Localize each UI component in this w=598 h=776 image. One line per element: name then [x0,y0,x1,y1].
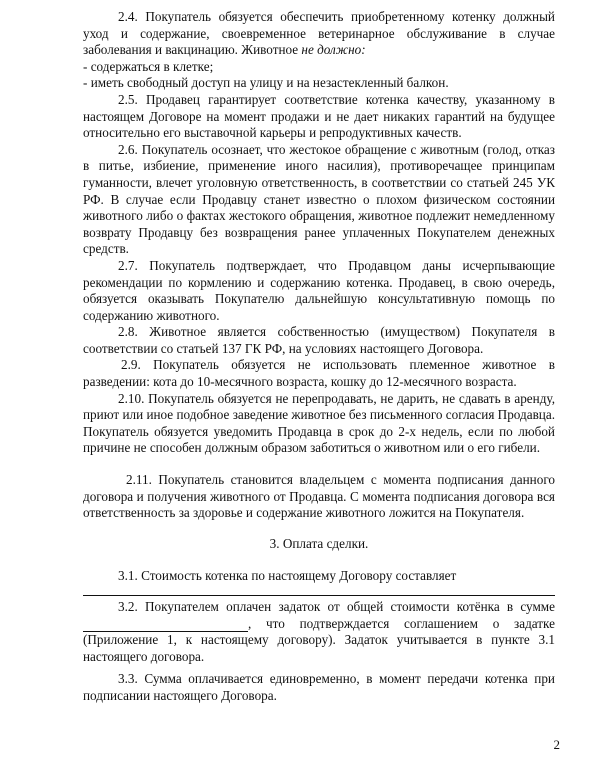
page-number: 2 [553,737,560,752]
list-item-cage: - содержаться в клетке; [83,58,214,74]
price-blank-line [83,586,555,596]
clause-2-7: 2.7. Покупатель подтверждает, что Продавцом даны исчерпывающие рекомендации по кормлению и содержанию котенка. Продавец, в свою очередь, обязуется оказывать Покупателю дальнейшую консультативную помощь по содержанию животного. [83,257,555,323]
clause-3-3: 3.3. Сумма оплачивается единовременно, в момент передачи котенка при подписании настоящего Договора. [83,671,555,703]
clause-2-5: 2.5. Продавец гарантирует соответствие котенка качеству, указанному в настоящем Договоре на момент продажи и не дает никаких гарантий на будущее относительно его выставочной карьеры и репродуктивных качеств. [83,91,555,141]
deposit-blank-line [83,619,248,632]
clause-3-2 [83,599,555,665]
clause-2-4-italic: не должно: [301,42,366,58]
clause-2-8: 2.8. Животное является собственностью (имуществом) Покупателя в соответствии со статьей 137 ГК РФ, на условиях настоящего Договора. [83,324,555,356]
list-item-street-access: - иметь свободный доступ на улицу и на незастекленный балкон. [83,75,449,91]
clause-3-1: 3.1. Стоимость котенка по настоящему Договору составляет [118,568,457,584]
clause-2-4 [83,9,555,59]
clause-3-2-text-b: , что подтверждается соглашением о задатке (Приложение 1, к настоящему договору). Задаток учитывается в пункте 3.1 настоящего договора. [83,615,555,664]
clause-2-10: 2.10. Покупатель обязуется не перепродавать, не дарить, не сдавать в аренду, приют или иное подобное заведение животное без письменного согласия Продавца. Покупатель обязуется уведомить Продавца в срок до 2-х недель, если по любой причине не способен должным образом заботиться о животном или о его гибели. [83,390,556,456]
document-body [83,9,555,705]
clause-2-6: 2.6. Покупатель осознает, что жестокое обращение с животным (голод, отказ в питье, избиение, применение иного насилия), противоречащее принципам гуманности, влечет уголовную ответственность, в соответствии со статьей 245 УК РФ. В случае если Продавцу станет известно о плохом физическом состоянии животного либо о фактах жестокого обращения, животное подлежит немедленному возврату Продавцу без возвращения ранее уплаченных Покупателем денежных средств. [83,141,555,257]
clause-2-11: 2.11. Покупатель становится владельцем с момента подписания данного договора и получения животного от Продавца. С момента подписания договора вся ответственность за здоровье и содержание животного ложится на Покупателя. [83,472,555,521]
clause-2-4-text: 2.4. Покупатель обязуется обеспечить приобретенному котенку должный уход и содержание, своевременное ветеринарное обслуживание в случае заболевания и вакцинацию. Животное [83,9,555,58]
clause-2-9: 2.9. Покупатель обязуется не использовать племенное животное в разведении: кота до 10-месячного возраста, кошку до 12-месячного возраста. [83,357,555,390]
clause-3-2-text-a: 3.2. Покупателем оплачен задаток от общей стоимости котёнка в сумме [118,599,555,614]
section-3-heading: 3. Оплата сделки. [269,535,369,551]
